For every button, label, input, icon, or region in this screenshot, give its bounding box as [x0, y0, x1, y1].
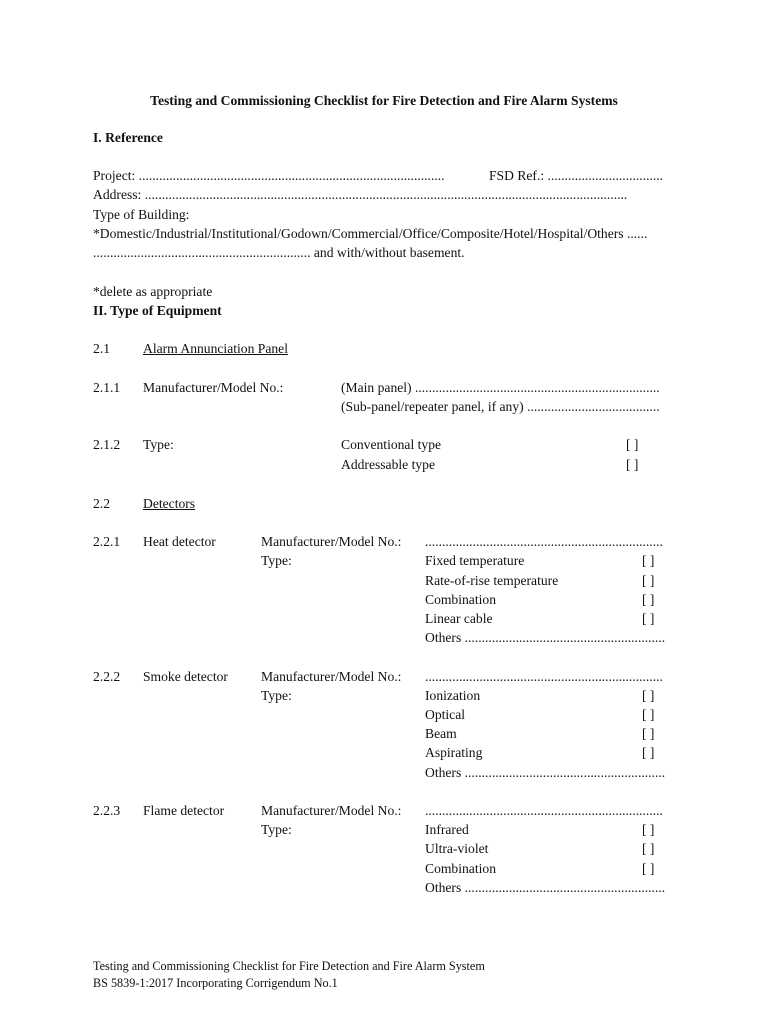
project-field: Project: ..........................................................................................	[93, 168, 445, 183]
option-label: Conventional type	[341, 437, 442, 452]
fsd-ref-field: FSD Ref.: ..................................	[489, 168, 664, 183]
checkbox[interactable]: [ ]	[642, 745, 655, 760]
detectors-heading: Detectors	[143, 496, 196, 511]
delete-note: *delete as appropriate	[93, 284, 213, 299]
footer-standard: BS 5839-1:2017 Incorporating Corrigendum No.1	[93, 976, 338, 990]
item-number: 2.1	[93, 341, 110, 356]
basement-field: ................................................................ and with/without basement.	[93, 245, 465, 260]
option-label: Combination	[425, 592, 496, 607]
checkbox[interactable]: [ ]	[642, 707, 655, 722]
item-number: 2.2.1	[93, 534, 121, 549]
model-field: ......................................................................	[425, 669, 663, 684]
option-label: Rate-of-rise temperature	[425, 573, 559, 588]
others-field: Others ...........................................................	[425, 880, 666, 895]
building-type-options: *Domestic/Industrial/Institutional/Godown/Commercial/Office/Composite/Hotel/Hospital/Others ......	[93, 226, 648, 241]
model-label: Manufacturer/Model No.:	[261, 534, 402, 549]
document-title: Testing and Commissioning Checklist for Fire Detection and Fire Alarm Systems	[150, 93, 618, 108]
model-field: ......................................................................	[425, 803, 663, 818]
section-equipment-heading: II. Type of Equipment	[93, 303, 222, 318]
checkbox[interactable]: [ ]	[642, 688, 655, 703]
checkbox[interactable]: [ ]	[642, 861, 655, 876]
section-reference-heading: I. Reference	[93, 130, 163, 145]
checkbox[interactable]: [ ]	[642, 611, 655, 626]
model-label: Manufacturer/Model No.:	[261, 803, 402, 818]
option-label: Linear cable	[425, 611, 493, 626]
checkbox[interactable]: [ ]	[626, 437, 639, 452]
building-type-label: Type of Building:	[93, 207, 190, 222]
option-label: Addressable type	[341, 457, 435, 472]
detector-name: Flame detector	[143, 803, 225, 818]
option-label: Ionization	[425, 688, 481, 703]
item-number: 2.2.3	[93, 803, 121, 818]
checkbox[interactable]: [ ]	[642, 841, 655, 856]
detector-name: Smoke detector	[143, 669, 228, 684]
option-label: Combination	[425, 861, 496, 876]
checkbox[interactable]: [ ]	[626, 457, 639, 472]
type-label: Type:	[261, 822, 292, 837]
panel-model-label: Manufacturer/Model No.:	[143, 380, 284, 395]
checkbox[interactable]: [ ]	[642, 573, 655, 588]
detector-name: Heat detector	[143, 534, 216, 549]
item-number: 2.2	[93, 496, 110, 511]
footer-title: Testing and Commissioning Checklist for Fire Detection and Fire Alarm System	[93, 959, 485, 973]
panel-type-label: Type:	[143, 437, 174, 452]
item-number: 2.2.2	[93, 669, 121, 684]
model-field: ......................................................................	[425, 534, 663, 549]
panel-heading: Alarm Annunciation Panel	[143, 341, 288, 356]
item-number: 2.1.1	[93, 380, 121, 395]
option-label: Beam	[425, 726, 457, 741]
others-field: Others ...........................................................	[425, 765, 666, 780]
type-label: Type:	[261, 688, 292, 703]
main-panel-field: (Main panel) ........................................................................	[341, 380, 660, 395]
address-field: Address: ..............................................................................................................................................	[93, 187, 628, 202]
others-field: Others ...........................................................	[425, 630, 666, 645]
option-label: Optical	[425, 707, 466, 722]
type-label: Type:	[261, 553, 292, 568]
checkbox[interactable]: [ ]	[642, 822, 655, 837]
option-label: Infrared	[425, 822, 469, 837]
option-label: Ultra-violet	[425, 841, 489, 856]
option-label: Aspirating	[425, 745, 483, 760]
option-label: Fixed temperature	[425, 553, 525, 568]
checkbox[interactable]: [ ]	[642, 553, 655, 568]
model-label: Manufacturer/Model No.:	[261, 669, 402, 684]
item-number: 2.1.2	[93, 437, 121, 452]
sub-panel-field: (Sub-panel/repeater panel, if any) .......................................	[341, 399, 660, 414]
checkbox[interactable]: [ ]	[642, 726, 655, 741]
checkbox[interactable]: [ ]	[642, 592, 655, 607]
